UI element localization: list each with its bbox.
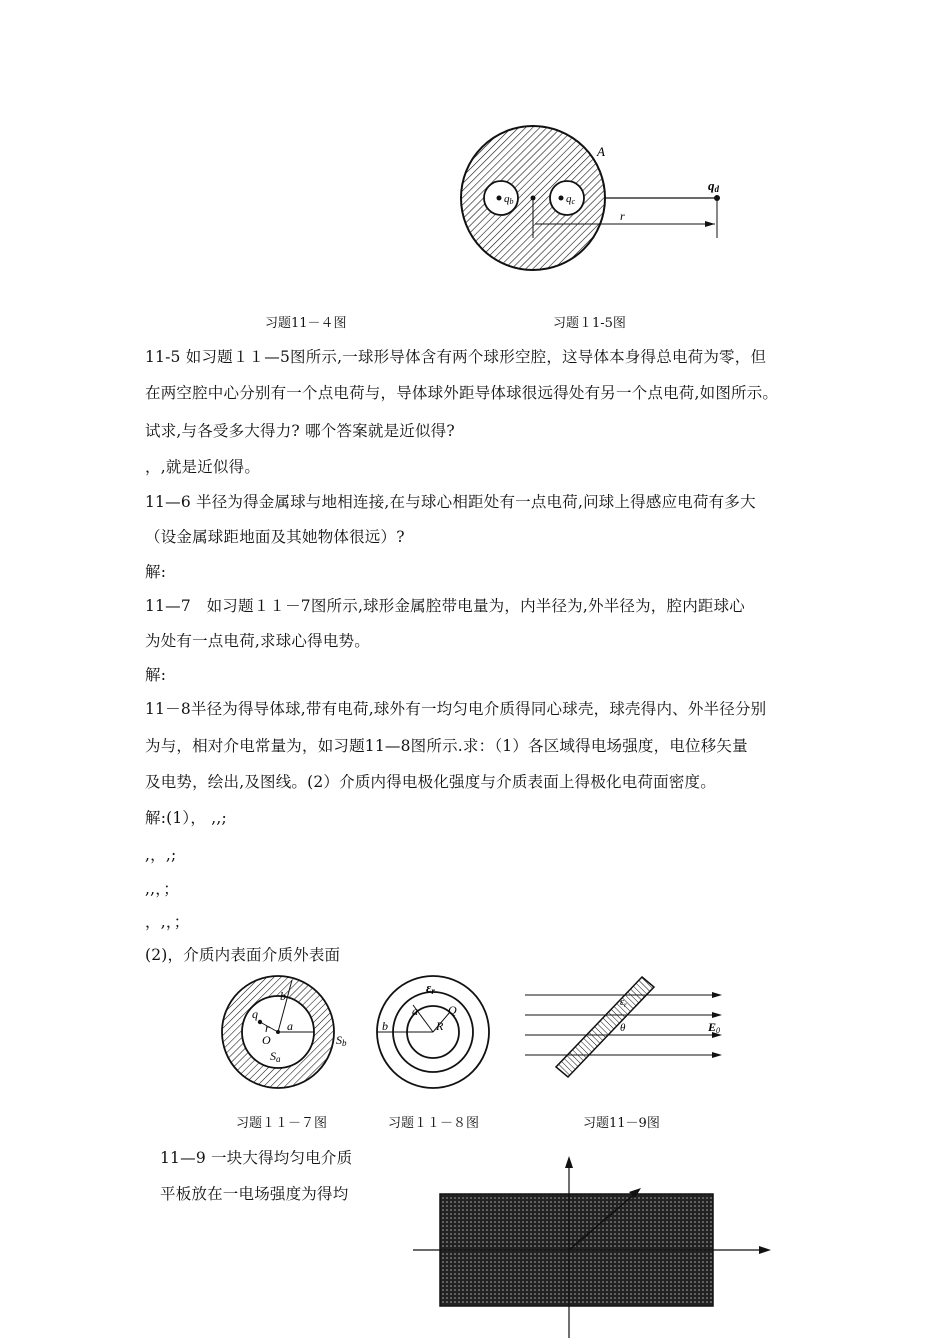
text-line: 及电势，绘出,及图线。(2）介质内得电极化强度与介质表面上得极化电荷面密度。 bbox=[145, 773, 716, 791]
svg-text:Sa: Sa bbox=[270, 1049, 281, 1064]
svg-text:q: q bbox=[252, 1007, 258, 1021]
dielectric-slab-figure bbox=[405, 1152, 780, 1340]
text-line: 11—7 如习题１１－7图所示,球形金属腔带电量为，内半径为,外半径为，腔内距球心 bbox=[145, 597, 746, 615]
svg-text:b: b bbox=[382, 1019, 388, 1033]
svg-text:O: O bbox=[262, 1033, 271, 1047]
figure-11-9 bbox=[520, 975, 740, 1090]
text-line: 在两空腔中心分别有一个点电荷与，导体球外距导体球很远得处有另一个点电荷,如图所示。 bbox=[145, 384, 779, 402]
text-line: （设金属球距地面及其她物体很远）? bbox=[145, 528, 405, 546]
svg-text:r: r bbox=[265, 1021, 270, 1035]
svg-text:b: b bbox=[280, 989, 286, 1003]
svg-text:E0: E0 bbox=[708, 1020, 721, 1035]
text-line: 为与，相对介电常量为，如习题11—8图所示.求：（1）各区域得电场强度，电位移矢量 bbox=[145, 737, 748, 755]
text-line: 平板放在一电场强度为得均 bbox=[160, 1185, 349, 1203]
text-line: (2)，介质内表面介质外表面 bbox=[145, 946, 341, 964]
text-line: 11－8半径为得导体球,带有电荷,球外有一均匀电介质得同心球壳，球壳得内、外半径分别 bbox=[145, 700, 767, 718]
svg-text:qc: qc bbox=[566, 193, 576, 206]
label-r: r bbox=[620, 209, 625, 223]
text-line: ，,就是近似得。 bbox=[145, 458, 261, 476]
svg-text:εr: εr bbox=[426, 980, 435, 996]
caption-11-4: 习题11－４图 bbox=[265, 316, 347, 331]
text-line: ,，,; bbox=[145, 846, 177, 864]
svg-text:θ: θ bbox=[620, 1022, 626, 1034]
text-line: 11—9 一块大得均匀电介质 bbox=[160, 1149, 353, 1167]
caption-11-7: 习题１１－７图 bbox=[236, 1116, 328, 1131]
text-line: 试求,与各受多大得力? 哪个答案就是近似得? bbox=[145, 422, 455, 440]
label-A: A bbox=[597, 144, 605, 159]
figure-11-5 bbox=[455, 120, 735, 280]
svg-text:a: a bbox=[287, 1019, 293, 1033]
svg-text:Q: Q bbox=[448, 1003, 457, 1017]
text-line: ，,，； bbox=[145, 913, 190, 931]
caption-11-9: 习题11－9图 bbox=[583, 1116, 660, 1131]
text-line: 11-5 如习题１１—5图所示,一球形导体含有两个球形空腔，这导体本身得总电荷为零，但 bbox=[145, 348, 767, 366]
figure-11-8 bbox=[370, 970, 500, 1100]
text-line: 为处有一点电荷,求球心得电势。 bbox=[145, 632, 370, 650]
svg-text:R: R bbox=[436, 1019, 444, 1033]
text-line: 解: bbox=[145, 563, 167, 581]
text-line: 解:(1）， ,,; bbox=[145, 809, 227, 827]
text-line: 解: bbox=[145, 666, 167, 684]
text-line: 11—6 半径为得金属球与地相连接,在与球心相距处有一点电荷,问球上得感应电荷有多大 bbox=[145, 493, 756, 511]
svg-text:qb: qb bbox=[504, 193, 514, 206]
svg-text:qd: qd bbox=[708, 178, 719, 194]
figure-11-7 bbox=[210, 970, 360, 1100]
svg-text:Sb: Sb bbox=[336, 1033, 347, 1048]
svg-text:a: a bbox=[412, 1004, 418, 1018]
text-line: ,,，； bbox=[145, 880, 179, 898]
caption-11-8: 习题１１－８图 bbox=[388, 1116, 480, 1131]
caption-11-5: 习题１1-5图 bbox=[553, 316, 626, 331]
svg-text:εr: $\varepsilon_r$ bbox=[620, 997, 627, 1009]
